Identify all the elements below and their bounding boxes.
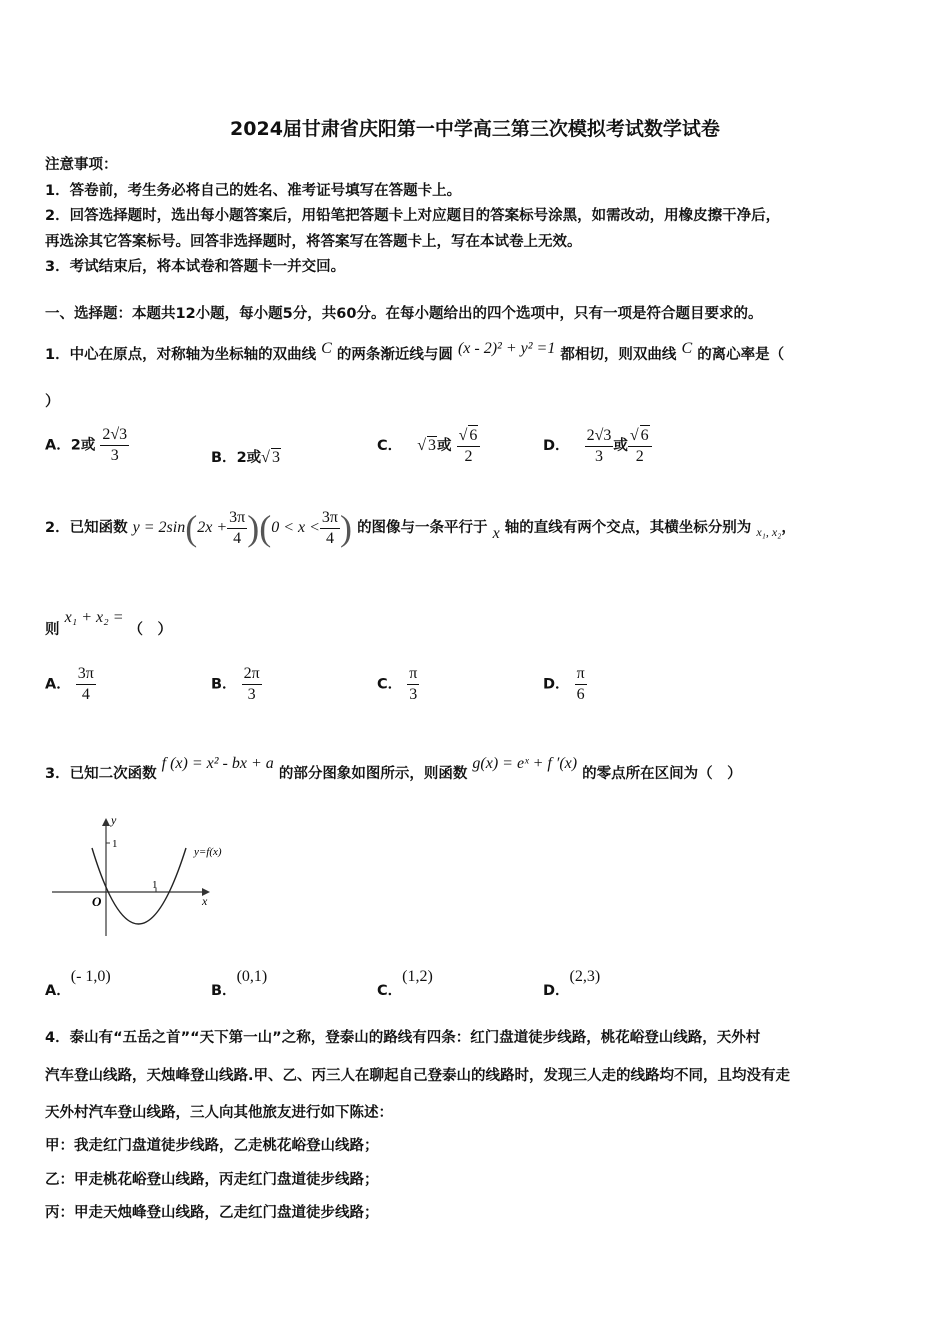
graph-y-label: y	[111, 813, 117, 827]
q1-option-c-frac: $\frac{√ 6}{2}$	[457, 425, 481, 467]
q2-x-var: x	[492, 525, 500, 542]
q2-option-b-frac	[242, 664, 262, 705]
graph-y-one: 1	[112, 838, 118, 850]
notice-heading: 注意事项：	[45, 157, 118, 173]
q1-option-d-label: D．	[543, 438, 570, 454]
q2-option-b-num: 2π	[242, 664, 262, 685]
graph-y-arrow	[102, 818, 110, 826]
q2-x12: x₁, x₂	[756, 525, 782, 539]
q2-option-a-den: 4	[81, 686, 90, 703]
graph-origin: O	[92, 894, 102, 909]
q4-line-1: 4．泰山有“五岳之首”“天下第一山”之称，登泰山的路线有四条：红门盘道徒步线路，桃花峪登山线路，天外村	[45, 1030, 761, 1046]
q2-option-b	[211, 664, 262, 705]
q1-option-b-radicand: 3	[271, 449, 280, 466]
q1-option-b: B．2或√ 3	[211, 449, 280, 466]
notice-line-1: 1．答卷前，考生务必将自己的姓名、准考证号填写在答题卡上。	[45, 183, 462, 199]
q4-line-4: 甲：我走红门盘道徒步线路，乙走桃花峪登山线路；	[45, 1138, 379, 1154]
q2-option-d	[543, 664, 587, 705]
q1-close-paren: ）	[45, 394, 60, 410]
q3-option-d-label: D．	[543, 983, 570, 999]
q3-option-a-label: A．	[45, 983, 71, 999]
q1-option-c-den: 2	[464, 448, 473, 465]
q3-text-2: 的部分图象如图所示，则函数	[278, 766, 468, 782]
q1-option-c: C． √ 3或 $\frac{√ 6}{2}$	[377, 425, 480, 467]
q2-option-a-num: 3π	[76, 664, 96, 685]
q2-option-d-frac	[575, 664, 587, 705]
q3-option-a	[45, 965, 111, 999]
q1-option-a-label: A．	[45, 437, 71, 454]
graph-x-label: x	[202, 894, 208, 908]
q4-line-5: 乙：甲走桃花峪登山线路，丙走红门盘道徒步线路；	[45, 1172, 379, 1188]
q3-option-c-value: (1,2)	[402, 968, 433, 985]
q1-text-3: 都相切，则双曲线	[560, 347, 677, 363]
graph-curve-label: y=f(x)	[194, 846, 222, 858]
section-heading: 一、选择题：本题共12小题，每小题5分，共60分。在每小题给出的四个选项中，只有一项是符合题目要求的。	[45, 306, 763, 322]
q1-text-1: 1．中心在原点，对称轴为坐标轴的双曲线	[45, 347, 317, 363]
q3-option-b	[211, 965, 268, 999]
q1-option-c-num: 6	[469, 427, 478, 444]
q3-option-d-value: (2,3)	[569, 968, 601, 985]
q1-option-d-frac-2: $\frac{√ 6}{2}$	[628, 425, 652, 467]
q1-option-c-label: C．	[377, 438, 403, 454]
q1-option-d	[543, 425, 652, 467]
q3-option-b-label: B．	[211, 983, 237, 999]
q2-sum: x₁ + x₂ =	[64, 609, 124, 626]
q2-domain-frac-den: 4	[325, 529, 334, 547]
q2-option-c-num: π	[407, 664, 419, 685]
q2-func-frac-den: 4	[233, 529, 242, 547]
q4-line-6: 丙：甲走天烛峰登山线路，乙走红门盘道徒步线路；	[45, 1205, 379, 1221]
q1-option-c-radicand: 3	[428, 437, 436, 454]
q3-text-1: 3．已知二次函数	[45, 766, 157, 782]
question-2-stem: 2．已知函数 y = 2sin(2x + $\frac{3\pi}{4}$ )(0 < x < $\frac{3\pi}{4}$ ) 的图像与一条平行于 x 轴的直线有两个交点，其横坐标分别为 $_{x_1, x_2}$，	[45, 508, 796, 548]
question-3-stem	[45, 752, 742, 782]
q1-option-a	[45, 425, 129, 466]
q1-text-2: 的两条渐近线与圆	[336, 347, 453, 363]
q2-domain: 0 < x <	[271, 519, 320, 536]
q2-func-frac	[227, 508, 247, 549]
q1-option-d-or: 或	[613, 438, 628, 454]
q1-option-d-num-2: 6	[640, 427, 649, 444]
q2-option-c-den: 3	[409, 686, 418, 703]
q2-option-a-label: A．	[45, 676, 71, 693]
q2-option-c-label: C．	[377, 676, 403, 693]
q2-option-b-den: 3	[247, 686, 256, 703]
q2-option-c	[377, 664, 419, 705]
graph-x-one: 1	[152, 879, 158, 891]
q2-option-d-label: D．	[543, 676, 570, 693]
q3-parabola-graph	[48, 810, 248, 940]
q1-curve-c-2: C	[681, 340, 693, 357]
notice-line-2: 2．回答选择题时，选出每小题答案后，用铅笔把答题卡上对应题目的答案标号涂黑，如需改动，用橡皮擦干净后，	[45, 208, 781, 224]
q2-func-frac-num: 3π	[227, 508, 247, 529]
q1-option-b-label: B．	[211, 450, 237, 466]
q2-domain-frac	[320, 508, 340, 549]
q2-option-a	[45, 664, 96, 705]
q1-text-4: 的离心率是（	[697, 347, 785, 363]
question-1-stem	[45, 340, 784, 364]
q2-option-b-label: B．	[211, 676, 237, 693]
q1-option-a-num: 2√3	[100, 425, 129, 446]
q1-curve-c: C	[321, 340, 332, 357]
q2-text-1: 2．已知函数	[45, 520, 128, 536]
q3-g-expression: g(x) = eˣ + f ′(x)	[472, 755, 578, 772]
q3-option-a-value: (- 1,0)	[70, 968, 111, 985]
q3-text-3: 的零点所在区间为（ ）	[582, 766, 742, 782]
q2-func-a: y = 2sin	[132, 519, 186, 536]
notice-line-3: 再选涂其它答案标号。回答非选择题时，将答案写在答题卡上，写在本试卷上无效。	[45, 234, 582, 250]
q3-option-c-label: C．	[377, 983, 403, 999]
q2-option-d-den: 6	[576, 686, 585, 703]
q2-text-3: 轴的直线有两个交点，其横坐标分别为	[504, 520, 752, 536]
q2-comma: ，	[781, 520, 796, 536]
q3-option-b-value: (0,1)	[236, 968, 268, 985]
q1-option-d-num: 2√3	[585, 426, 614, 447]
q1-option-b-pre: 2或	[236, 450, 262, 466]
q1-option-a-den: 3	[110, 447, 119, 464]
q2-func-b: 2x +	[197, 519, 228, 536]
q3-option-c	[377, 965, 433, 999]
q1-circle-equation: (x - 2)² + y² =1	[457, 340, 556, 357]
q1-option-a-pre: 2或	[70, 437, 96, 454]
q4-line-3: 天外村汽车登山线路，三人向其他旅友进行如下陈述：	[45, 1105, 393, 1121]
q2-option-a-frac	[76, 664, 96, 705]
q2-blank: （ ）	[128, 622, 173, 638]
q2-option-d-num: π	[575, 664, 587, 685]
q2-text-4: 则	[45, 622, 60, 638]
q3-option-d	[543, 965, 601, 999]
q2-text-2: 的图像与一条平行于	[357, 520, 488, 536]
q1-option-a-frac	[100, 425, 129, 466]
notice-line-4: 3．考试结束后，将本试卷和答题卡一并交回。	[45, 259, 346, 275]
exam-title: 2024届甘肃省庆阳第一中学高三第三次模拟考试数学试卷	[230, 118, 720, 140]
q4-line-2: 汽车登山线路，天烛峰登山线路.甲、乙、丙三人在聊起自己登泰山的线路时，发现三人走的线路均不同，且均没有走	[45, 1068, 791, 1084]
q1-option-c-or: 或	[437, 438, 452, 454]
q2-option-c-frac	[407, 664, 419, 705]
q1-option-d-frac-1	[585, 426, 614, 467]
q1-option-d-den-2: 2	[635, 448, 644, 465]
q2-sum-line	[45, 606, 173, 638]
q1-option-d-den: 3	[595, 447, 603, 465]
q3-f-expression: f (x) = x² - bx + a	[161, 755, 274, 772]
q2-domain-frac-num: 3π	[320, 508, 340, 529]
